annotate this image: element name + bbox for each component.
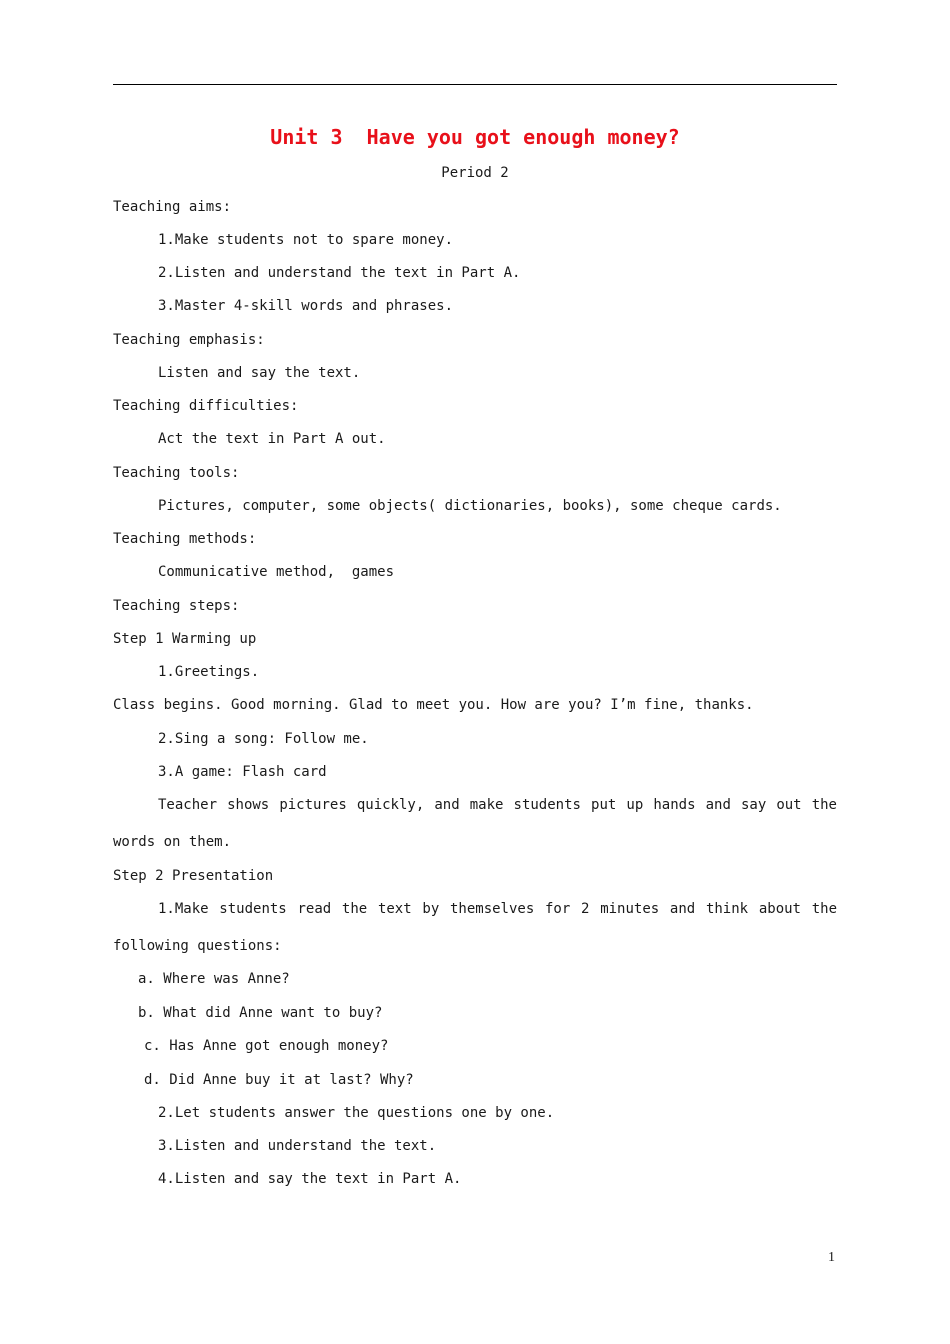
step1-game: 3.A game: Flash card	[158, 764, 327, 780]
tools-heading: Teaching tools:	[113, 465, 240, 481]
step2-heading: Step 2 Presentation	[113, 868, 274, 884]
step2-item-2: 2.Let students answer the questions one by one.	[158, 1105, 555, 1121]
steps-heading: Teaching steps:	[113, 598, 240, 614]
step1-game-description: Teacher shows pictures quickly, and make students put up hands and say out the	[158, 797, 837, 813]
step2-item-4: 4.Listen and say the text in Part A.	[158, 1171, 462, 1187]
emphasis-heading: Teaching emphasis:	[113, 332, 265, 348]
emphasis-text: Listen and say the text.	[158, 365, 361, 381]
step1-greetings: 1.Greetings.	[158, 664, 260, 680]
difficulties-text: Act the text in Part A out.	[158, 431, 386, 447]
document-title: Unit 3 Have you got enough money?	[270, 125, 680, 149]
step1-song: 2.Sing a song: Follow me.	[158, 731, 369, 747]
question-item: b. What did Anne want to buy?	[138, 1005, 383, 1021]
header-rule	[113, 84, 837, 85]
methods-heading: Teaching methods:	[113, 531, 257, 547]
step1-heading: Step 1 Warming up	[113, 631, 257, 647]
question-item: a. Where was Anne?	[138, 971, 290, 987]
step2-item-1: 1.Make students read the text by themselves for 2 minutes and think about the	[158, 901, 837, 917]
methods-text: Communicative method, games	[158, 564, 395, 580]
question-item: c. Has Anne got enough money?	[144, 1038, 389, 1054]
page-number: 1	[828, 1250, 835, 1265]
difficulties-heading: Teaching difficulties:	[113, 398, 299, 414]
aims-item: 3.Master 4-skill words and phrases.	[158, 298, 454, 314]
question-item: d. Did Anne buy it at last? Why?	[144, 1072, 414, 1088]
step2-item-3: 3.Listen and understand the text.	[158, 1138, 437, 1154]
aims-item: 1.Make students not to spare money.	[158, 232, 454, 248]
step1-game-description-cont: words on them.	[113, 834, 232, 850]
step2-item-1-cont: following questions:	[113, 938, 282, 954]
aims-item: 2.Listen and understand the text in Part A.	[158, 265, 521, 281]
step1-class-begins: Class begins. Good morning. Glad to meet you. How are you? I’m fine, thanks.	[113, 697, 754, 713]
tools-text: Pictures, computer, some objects( dictionaries, books), some cheque cards.	[158, 498, 782, 514]
document-subtitle: Period 2	[441, 165, 509, 181]
aims-heading: Teaching aims:	[113, 199, 232, 215]
